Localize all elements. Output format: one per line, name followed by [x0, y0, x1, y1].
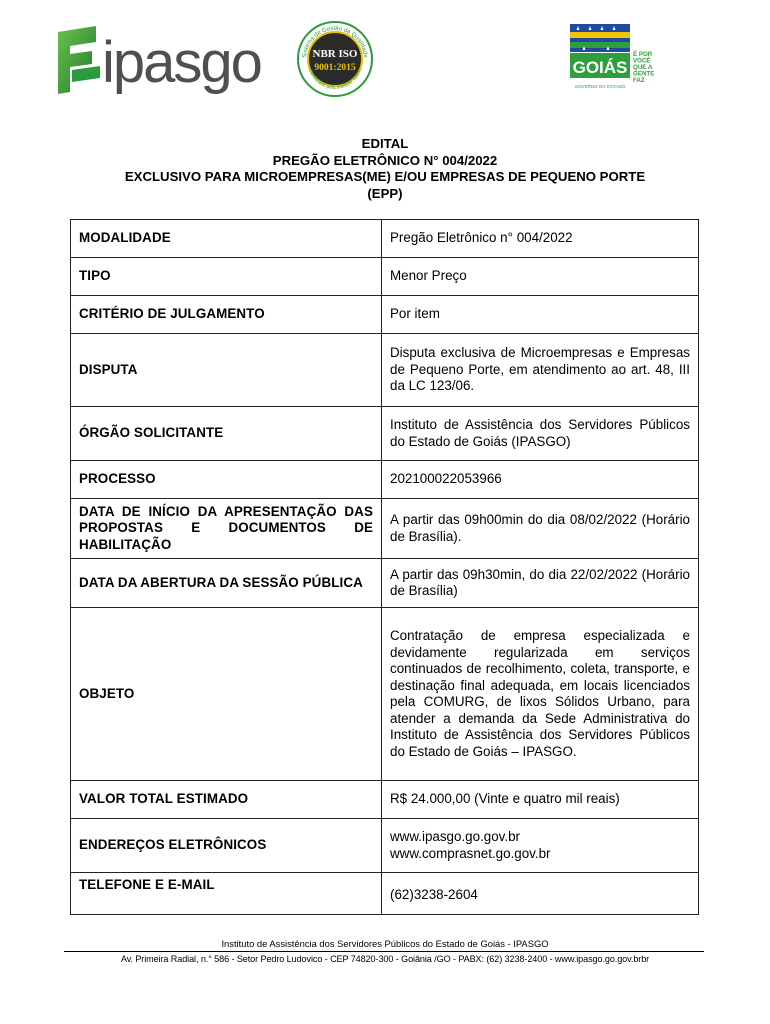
row-label: VALOR TOTAL ESTIMADO: [71, 781, 382, 819]
svg-text:GOVERNO DO ESTADO: GOVERNO DO ESTADO: [574, 84, 626, 89]
svg-text:9001:2015: 9001:2015: [314, 63, 356, 73]
footer-address: Av. Primeira Radial, n.° 586 - Setor Pedro Ludovico - CEP 74820-300 - Goiânia /GO - PABX: (62) 3238-2400 - www.ipasgo.go.gov.brbr: [120, 954, 650, 964]
iso-certification-seal: [296, 20, 374, 98]
svg-text:GOIÁS: GOIÁS: [572, 58, 628, 77]
table-row: [71, 407, 699, 461]
footer-institution: Instituto de Assistência dos Servidores Públicos do Estado de Goiás - IPASGO: [221, 938, 549, 949]
table-row: [71, 608, 699, 781]
table-row: [71, 819, 699, 873]
page-header: [0, 0, 770, 120]
row-value: Disputa exclusiva de Microempresas e Empresas de Pequeno Porte, em atendimento ao art. 48, III da LC 123/06.: [382, 334, 699, 407]
ipasgo-logo: [56, 24, 296, 96]
table-row: [71, 781, 699, 819]
row-value: Menor Preço: [382, 258, 699, 296]
row-label: DATA DA ABERTURA DA SESSÃO PÚBLICA: [71, 559, 382, 608]
row-label: OBJETO: [71, 608, 382, 781]
row-value: Pregão Eletrônico n° 004/2022: [382, 220, 699, 258]
row-label: ENDEREÇOS ELETRÔNICOS: [71, 819, 382, 873]
row-value: 202100022053966: [382, 461, 699, 499]
row-value: Instituto de Assistência dos Servidores Públicos do Estado de Goiás (IPASGO): [382, 407, 699, 461]
row-value: (62)3238-2604: [382, 873, 699, 915]
title-line-4: (EPP): [367, 185, 403, 201]
title-line-3: EXCLUSIVO PARA MICROEMPRESAS(ME) E/OU EMPRESAS DE PEQUENO PORTE: [124, 169, 646, 184]
table-row: [71, 499, 699, 559]
table-row: [71, 296, 699, 334]
footer-divider: [64, 951, 704, 952]
svg-text:É POR: É POR: [633, 51, 653, 58]
website-link[interactable]: www.comprasnet.go.gov.br: [390, 845, 551, 861]
svg-text:VOCÊ: VOCÊ: [633, 57, 651, 65]
title-line-2: PREGÃO ELETRÔNICO N° 004/2022: [272, 152, 498, 168]
row-value: A partir das 09h00min do dia 08/02/2022 (Horário de Brasília).: [382, 499, 699, 559]
svg-text:GENTE: GENTE: [633, 70, 655, 78]
website-link[interactable]: www.ipasgo.go.gov.br: [390, 829, 521, 844]
title-line-1: EDITAL: [361, 136, 409, 151]
table-row: [71, 258, 699, 296]
goias-government-logo: [568, 22, 668, 92]
row-value: [382, 819, 699, 873]
row-value: R$ 24.000,00 (Vinte e quatro mil reais): [382, 781, 699, 819]
svg-text:FAZ: FAZ: [633, 77, 645, 84]
row-value: Contratação de empresa especializada e devidamente regularizada em serviços continuados de recolhimento, coleta, transporte, e destinação final adequada, em locais licenciados pela COMURG, de lixos Sólidos Urbano, para atender a demanda da Sede Administrativa do Instituto de Assistência dos Servidores Públicos do Estado de Goiás – IPASGO.: [382, 608, 699, 781]
row-label: MODALIDADE: [71, 220, 382, 258]
row-label: TIPO: [71, 258, 382, 296]
row-label: CRITÉRIO DE JULGAMENTO: [71, 296, 382, 334]
svg-text:Certificado pela Instituto Tot: Certificado pela Instituto Totum: [307, 68, 363, 92]
row-label: ÓRGÃO SOLICITANTE: [71, 407, 382, 461]
table-row: [71, 559, 699, 608]
edital-info-table: [70, 219, 699, 915]
row-value: A partir das 09h30min, do dia 22/02/2022 (Horário de Brasília): [382, 559, 699, 608]
row-label: PROCESSO: [71, 461, 382, 499]
row-value: Por item: [382, 296, 699, 334]
table-row: [71, 220, 699, 258]
edital-title: [60, 136, 710, 202]
svg-text:NBR ISO: NBR ISO: [312, 48, 358, 60]
row-label: TELEFONE E E-MAIL: [71, 873, 382, 915]
table-row: [71, 873, 699, 915]
table-row: [71, 461, 699, 499]
page-footer: [60, 938, 710, 964]
ipasgo-wordmark: IPASGO: [102, 30, 261, 95]
svg-text:Sistema de Gestão da Qualidade: Sistema de Gestão da Qualidade: [301, 25, 369, 59]
row-label: DATA DE INÍCIO DA APRESENTAÇÃO DAS PROPOSTAS E DOCUMENTOS DE HABILITAÇÃO: [71, 499, 382, 559]
table-row: [71, 334, 699, 407]
row-label: DISPUTA: [71, 334, 382, 407]
svg-text:QUE A: QUE A: [633, 64, 653, 71]
